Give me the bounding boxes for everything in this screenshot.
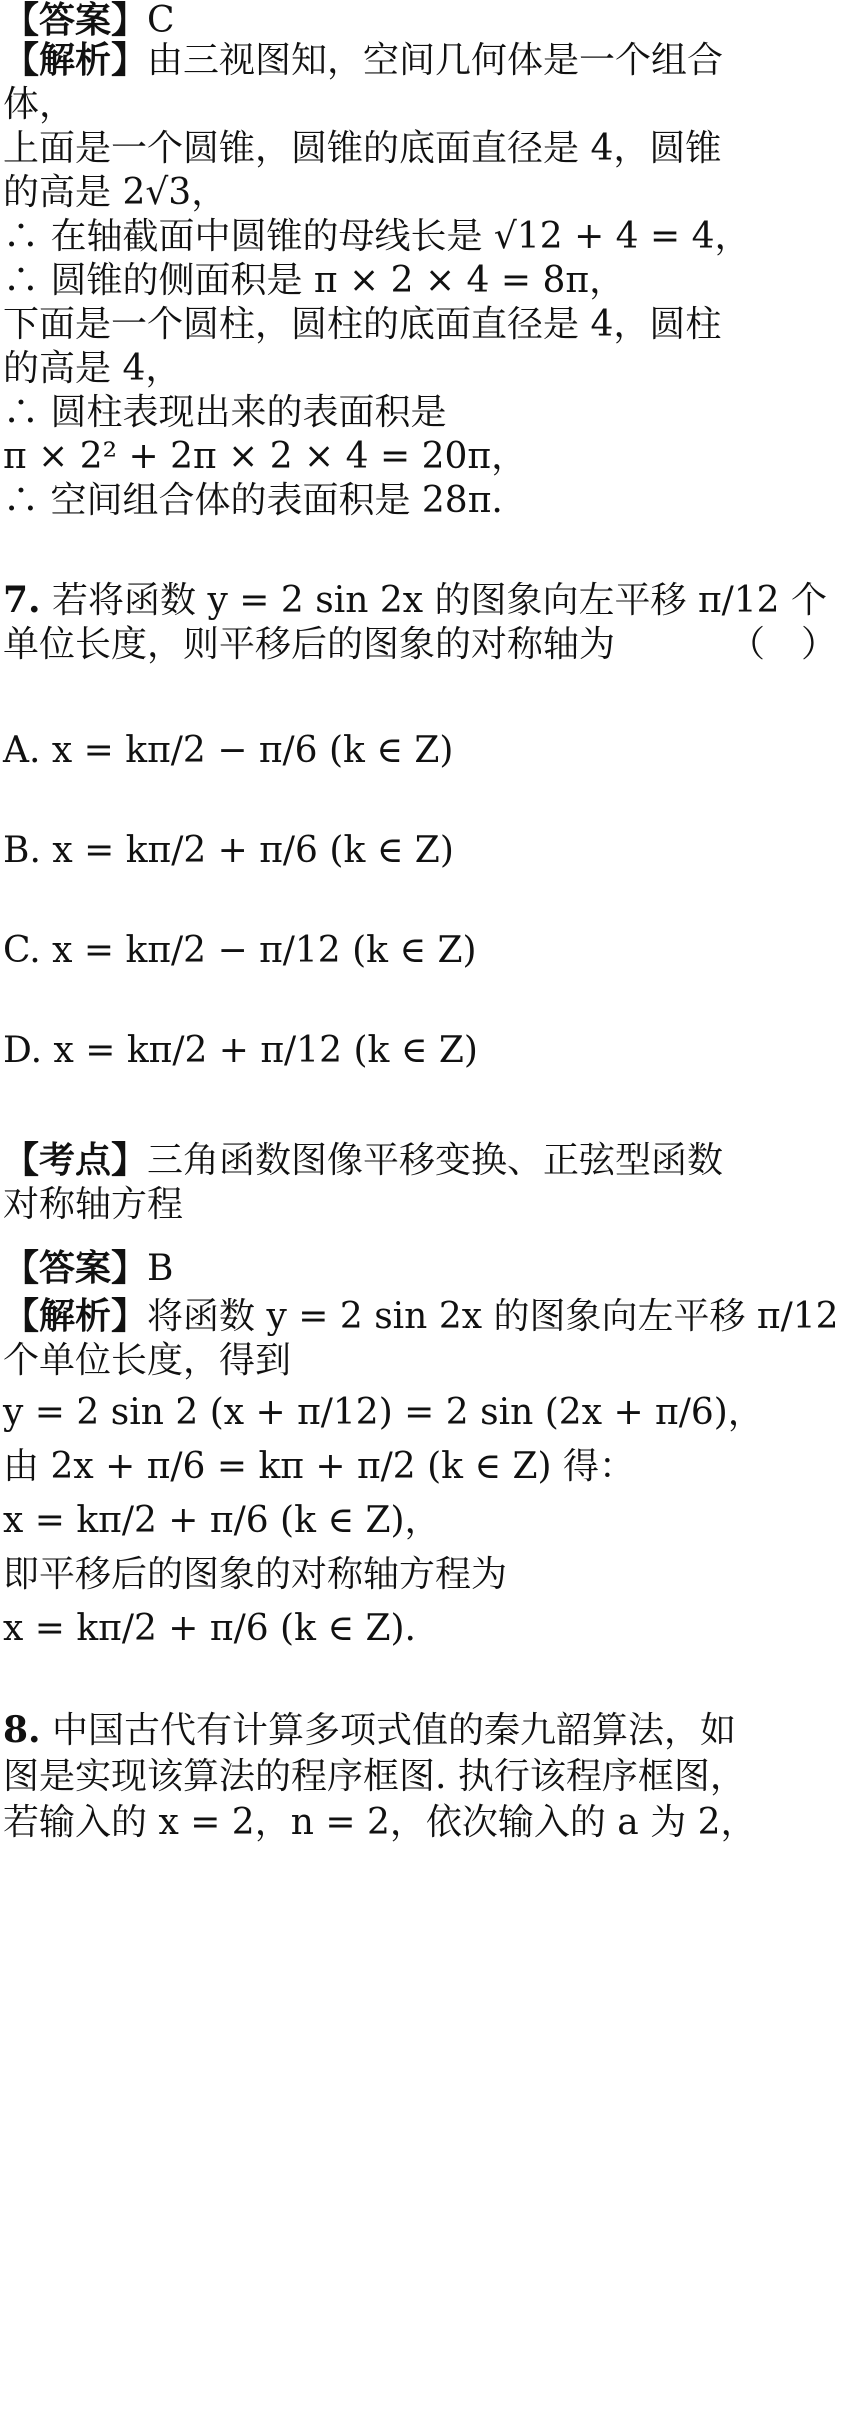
text-line: 下面是一个圆柱，圆柱的底面直径是 4，圆柱 xyxy=(3,304,722,345)
point-tag: 【考点】 xyxy=(3,1139,148,1181)
analysis-text: 由三视图知，空间几何体是一个组合 xyxy=(147,40,724,81)
text-line: 个单位长度，得到 xyxy=(3,1340,292,1381)
question-stem: 中国古代有计算多项式值的秦九韶算法，如 xyxy=(52,1710,737,1751)
analysis-tag: 【解析】 xyxy=(3,39,148,81)
text-line: 上面是一个圆锥，圆锥的底面直径是 4，圆锥 xyxy=(3,128,722,169)
question-stem: 单位长度，则平移后的图象的对称轴为 xyxy=(3,624,616,665)
answer-tag: 【答案】 xyxy=(3,0,148,41)
q7-point-line xyxy=(3,1140,853,1181)
analysis-text: 将函数 y = 2 sin 2x 的图象向左平移 π/12 xyxy=(147,1296,839,1337)
text-line: 若输入的 x = 2，n = 2，依次输入的 a 为 2， xyxy=(3,1802,757,1843)
text-line: ∴ 空间组合体的表面积是 28π. xyxy=(3,480,503,521)
q7-stem-line-1 xyxy=(3,580,853,621)
question-number: 7. xyxy=(3,579,41,621)
q8-stem-line-1 xyxy=(3,1710,853,1751)
text-line: 的高是 2√3， xyxy=(3,172,228,213)
q7-answer-line xyxy=(3,1248,853,1289)
text-line: ∴ 在轴截面中圆锥的母线长是 √12 + 4 = 4， xyxy=(3,216,751,257)
analysis-tag: 【解析】 xyxy=(3,1295,148,1337)
text-line: 的高是 4， xyxy=(3,348,182,389)
option-label: D. xyxy=(3,1030,43,1071)
question-stem: 若将函数 y = 2 sin 2x 的图象向左平移 π/12 个 xyxy=(52,580,827,621)
option-text: x = kπ/2 + π/12 (k ∈ Z) xyxy=(53,1030,478,1071)
text-line: y = 2 sin 2 (x + π/12) = 2 sin (2x + π/6)， xyxy=(3,1392,764,1433)
text-line: 由 2x + π/6 = kπ + π/2 (k ∈ Z) 得： xyxy=(3,1446,636,1487)
text-line: 即平移后的图象的对称轴方程为 xyxy=(3,1554,508,1595)
option-d xyxy=(3,1030,478,1071)
q7-stem-line-2 xyxy=(3,624,853,665)
answer-tag: 【答案】 xyxy=(3,1247,148,1289)
text-line: ∴ 圆锥的侧面积是 π × 2 × 4 = 8π， xyxy=(3,260,626,301)
answer-value: B xyxy=(147,1248,174,1289)
text-line: 体， xyxy=(3,84,76,125)
option-text: x = kπ/2 − π/6 (k ∈ Z) xyxy=(51,730,454,771)
question-number: 8. xyxy=(3,1709,41,1751)
text-line: ∴ 圆柱表现出来的表面积是 xyxy=(3,392,447,433)
answer-blank: （ ） xyxy=(728,624,837,665)
point-text: 三角函数图像平移变换、正弦型函数 xyxy=(147,1140,724,1181)
option-label: B. xyxy=(3,830,41,871)
text-line: π × 2² + 2π × 2 × 4 = 20π， xyxy=(3,436,528,477)
option-a xyxy=(3,730,453,771)
option-text: x = kπ/2 + π/6 (k ∈ Z) xyxy=(52,830,454,871)
q6-analysis-line xyxy=(3,40,853,81)
option-text: x = kπ/2 − π/12 (k ∈ Z) xyxy=(52,930,477,971)
option-label: C. xyxy=(3,930,41,971)
text-line: x = kπ/2 + π/6 (k ∈ Z)， xyxy=(3,1500,441,1541)
option-label: A. xyxy=(3,730,41,771)
text-line: 图是实现该算法的程序框图. 执行该程序框图， xyxy=(3,1756,746,1797)
option-c xyxy=(3,930,477,971)
q6-answer-line xyxy=(3,0,853,41)
text-line: 对称轴方程 xyxy=(3,1184,184,1225)
text-line: x = kπ/2 + π/6 (k ∈ Z). xyxy=(3,1608,416,1649)
answer-value: C xyxy=(147,0,175,41)
option-b xyxy=(3,830,454,871)
q7-analysis-line xyxy=(3,1296,853,1337)
